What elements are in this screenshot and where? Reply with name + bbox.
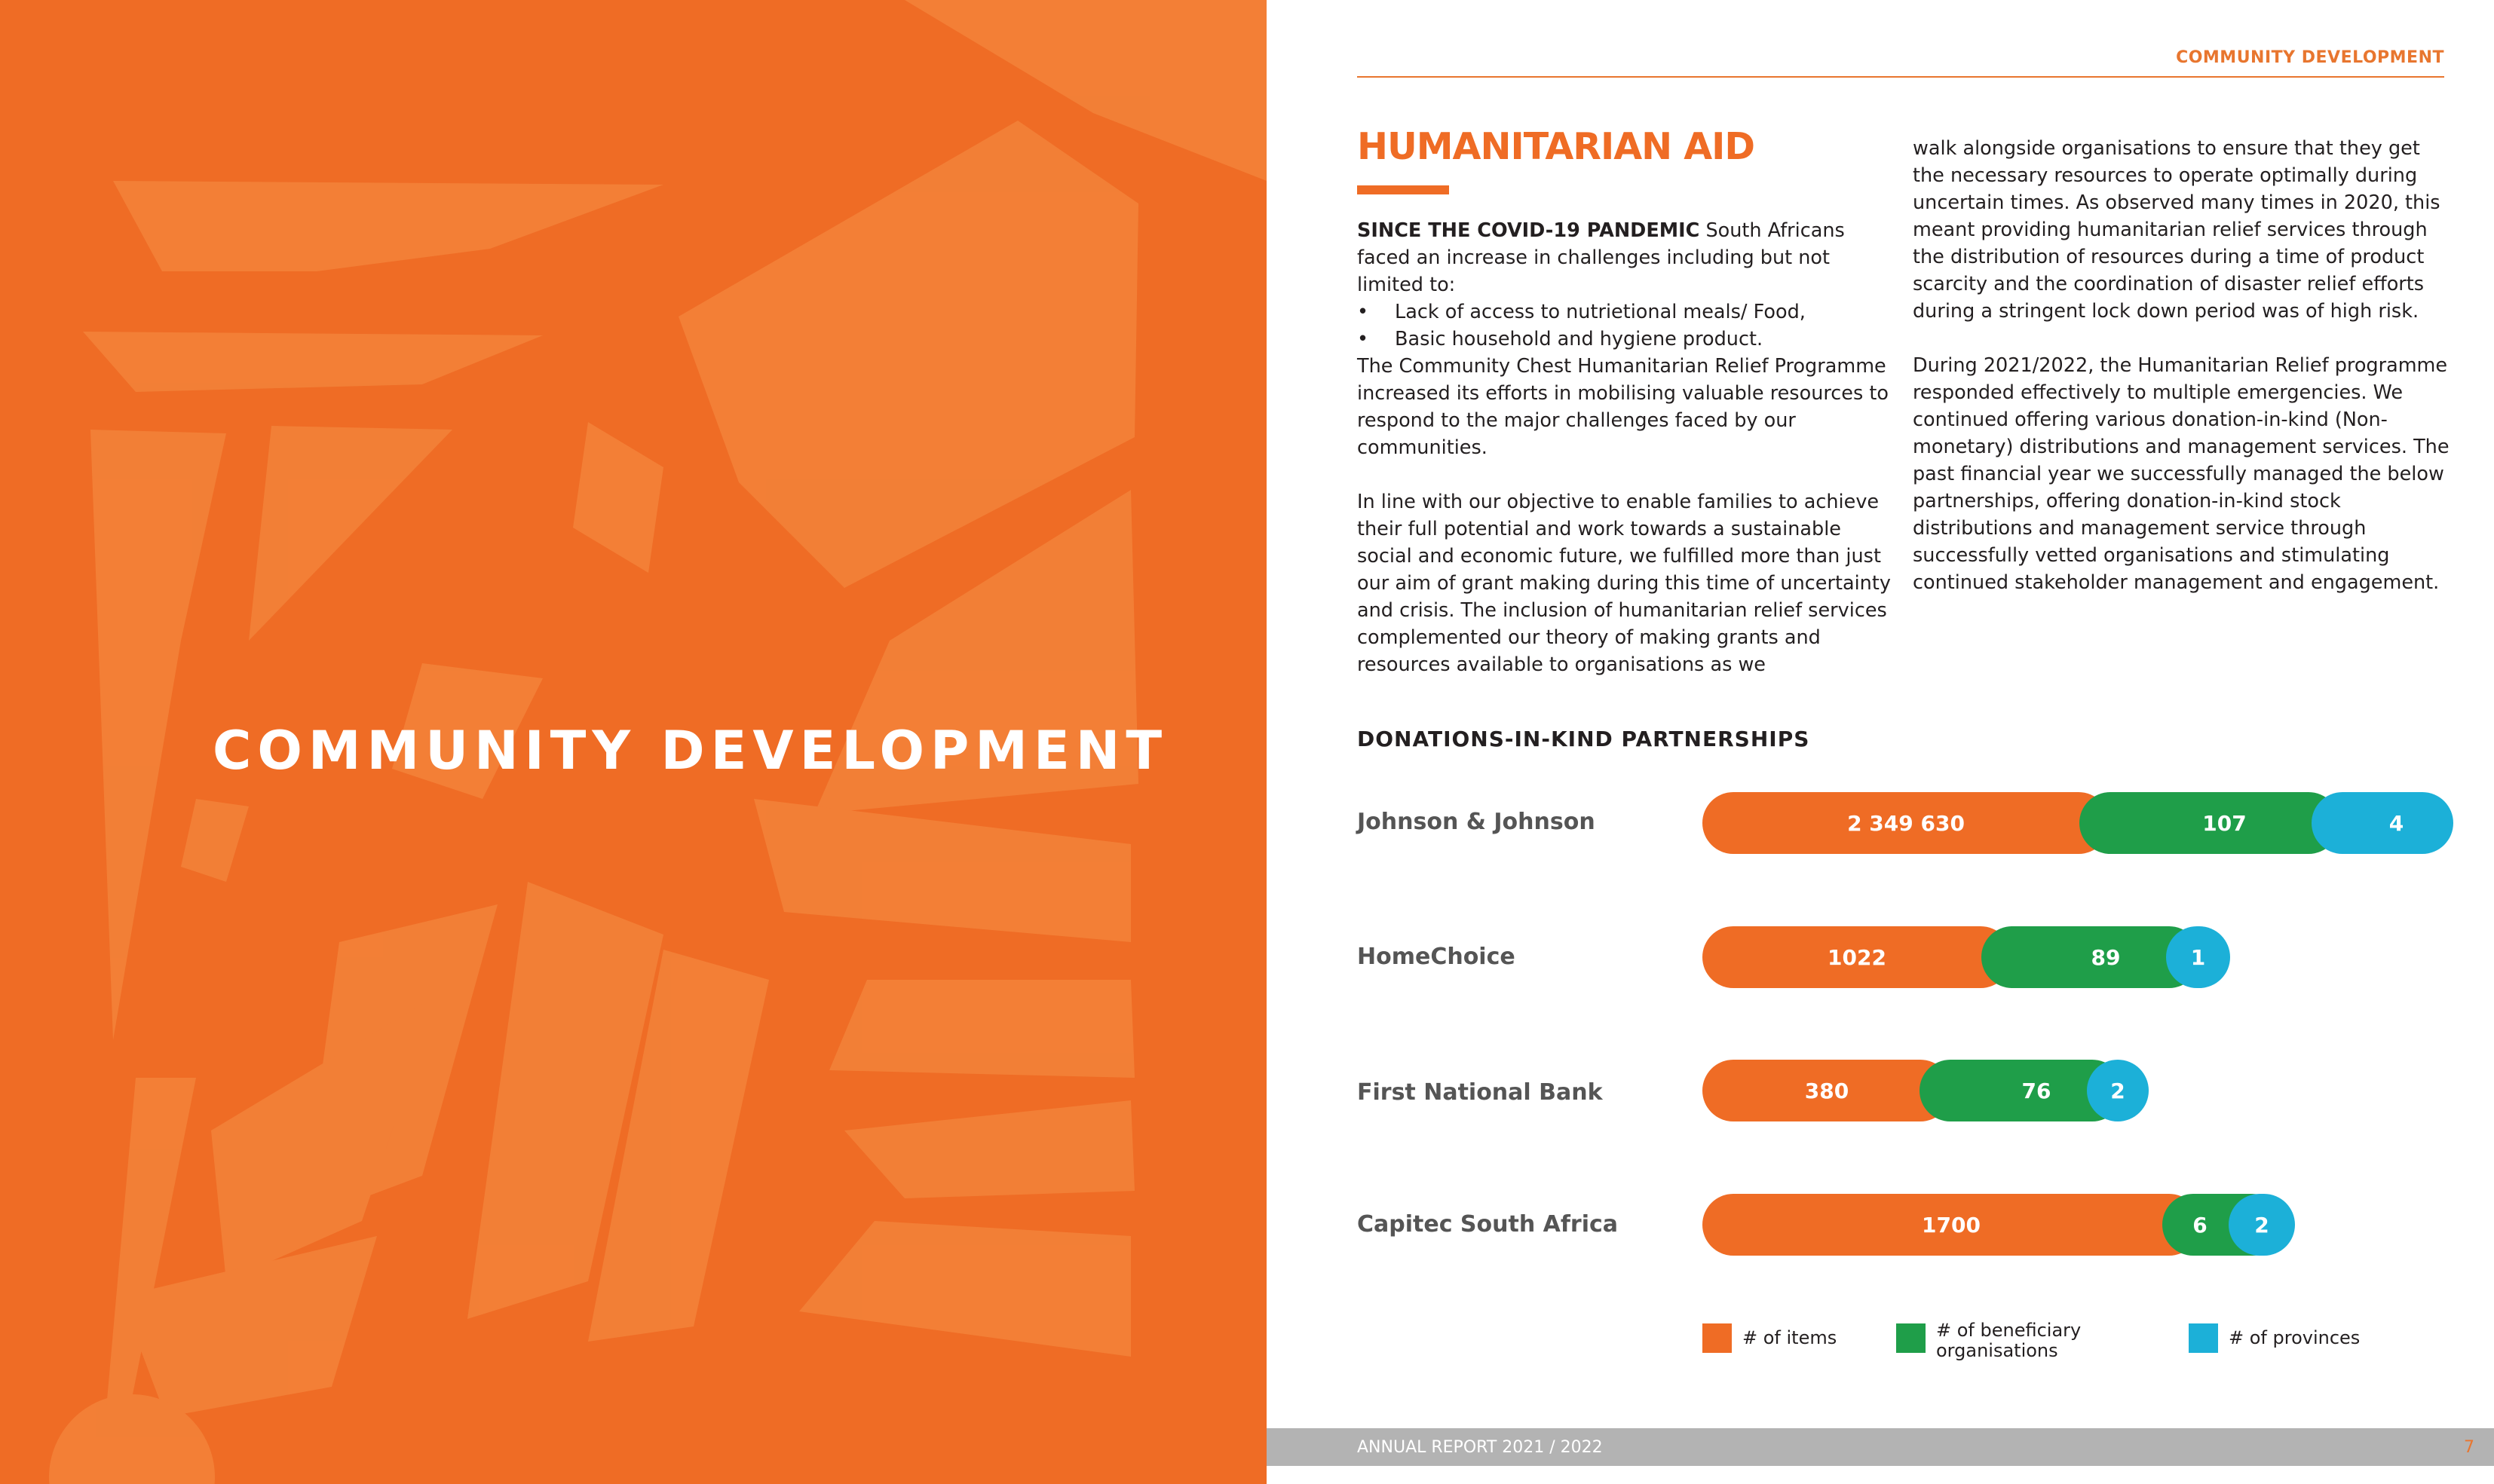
header-rule — [1357, 76, 2444, 78]
footer-text: ANNUAL REPORT 2021 / 2022 — [1357, 1438, 1603, 1457]
intro-paragraph — [1357, 217, 1900, 298]
page-title: HUMANITARIAN AID — [1357, 125, 1755, 168]
legend-swatch — [1702, 1323, 1732, 1353]
legend-label: # of items — [1742, 1327, 1837, 1348]
bar-label: First National Bank — [1357, 1079, 1603, 1106]
legend-label: # of beneficiary organisations — [1936, 1320, 2082, 1361]
bullet-item: • Lack of access to nutrietional meals/ Food, — [1357, 298, 1900, 326]
bar-segment-organisations: 6 — [2162, 1194, 2283, 1256]
bar-segment-organisations: 107 — [2079, 792, 2339, 854]
bullet-text: Basic household and hygiene product. — [1395, 328, 1763, 350]
bar-segment-items: 380 — [1702, 1060, 1951, 1121]
bar-label: Capitec South Africa — [1357, 1211, 1619, 1238]
bar-segment-items: 2 349 630 — [1702, 792, 2109, 854]
cover-title: COMMUNITY DEVELOPMENT — [213, 720, 1169, 782]
bar-segment-provinces: 4 — [2312, 792, 2453, 854]
bar-label: Johnson & Johnson — [1357, 809, 1595, 835]
intro-lead: SINCE THE COVID-19 PANDEMIC — [1357, 219, 1700, 242]
bar-segment-provinces: 2 — [2229, 1194, 2295, 1256]
paragraph: The Community Chest Humanitarian Relief Programme increased its efforts in mobilising valuable resources to respond to the major challenges faced by our communities. — [1357, 355, 1889, 459]
bar-segment-organisations: 76 — [1920, 1060, 2123, 1121]
legend-swatch — [1896, 1323, 1926, 1353]
page-number: 7 — [2464, 1438, 2474, 1457]
legend-item-items — [1702, 1323, 1837, 1353]
chart-title: DONATIONS-IN-KIND PARTNERSHIPS — [1357, 727, 1810, 751]
legend-item-provinces — [2189, 1323, 2360, 1353]
content-page — [1267, 0, 2494, 1484]
legend-item-organisations — [1896, 1320, 2092, 1361]
legend-swatch — [2189, 1323, 2218, 1353]
bar-segment-items: 1700 — [1702, 1194, 2200, 1256]
bar-segment-items: 1022 — [1702, 926, 2011, 988]
paragraph: walk alongside organisations to ensure that they get the necessary resources to operate optimally during uncertain times. As observed many times in 2020, this meant providing humanitarian relief services through the distribution of resources during a time of product scarcity and the coordination of disaster relief efforts during a stringent lock down period was of high risk. — [1913, 137, 2440, 323]
bar-label: HomeChoice — [1357, 944, 1515, 970]
bullet-text: Lack of access to nutrietional meals/ Food, — [1395, 301, 1806, 323]
bar-segment-provinces: 2 — [2087, 1060, 2149, 1121]
paragraph: In line with our objective to enable families to achieve their full potential and work towards a sustainable social and economic future, we fulfilled more than just our aim of grant making during this time of uncertainty and crisis. The inclusion of humanitarian relief services complemented our theory of making grants and resources available to organisations as we — [1357, 491, 1891, 676]
paragraph: During 2021/2022, the Humanitarian Relief programme responded effectively to multiple emergencies. We continued offering various donation-in-kind (Non-monetary) distributions and management services. The past financial year we successfully managed the below partnerships, offering donation-in-kind stock distributions and management service through successfully vetted organisations and stimulating continued stakeholder management and engagement. — [1913, 354, 2450, 594]
bar-segment-organisations: 89 — [1981, 926, 2200, 988]
bullet-item: • Basic household and hygiene product. — [1357, 326, 1900, 353]
intro-text: South Africans faced an increase in challenges including but not limited to: — [1357, 219, 1845, 296]
title-underline — [1357, 185, 1449, 194]
text-column-left — [1357, 217, 1900, 678]
legend-label: # of provinces — [2229, 1327, 2361, 1348]
text-column-right — [1913, 135, 2456, 596]
running-head: COMMUNITY DEVELOPMENT — [2176, 48, 2444, 67]
bar-segment-provinces: 1 — [2166, 926, 2230, 988]
